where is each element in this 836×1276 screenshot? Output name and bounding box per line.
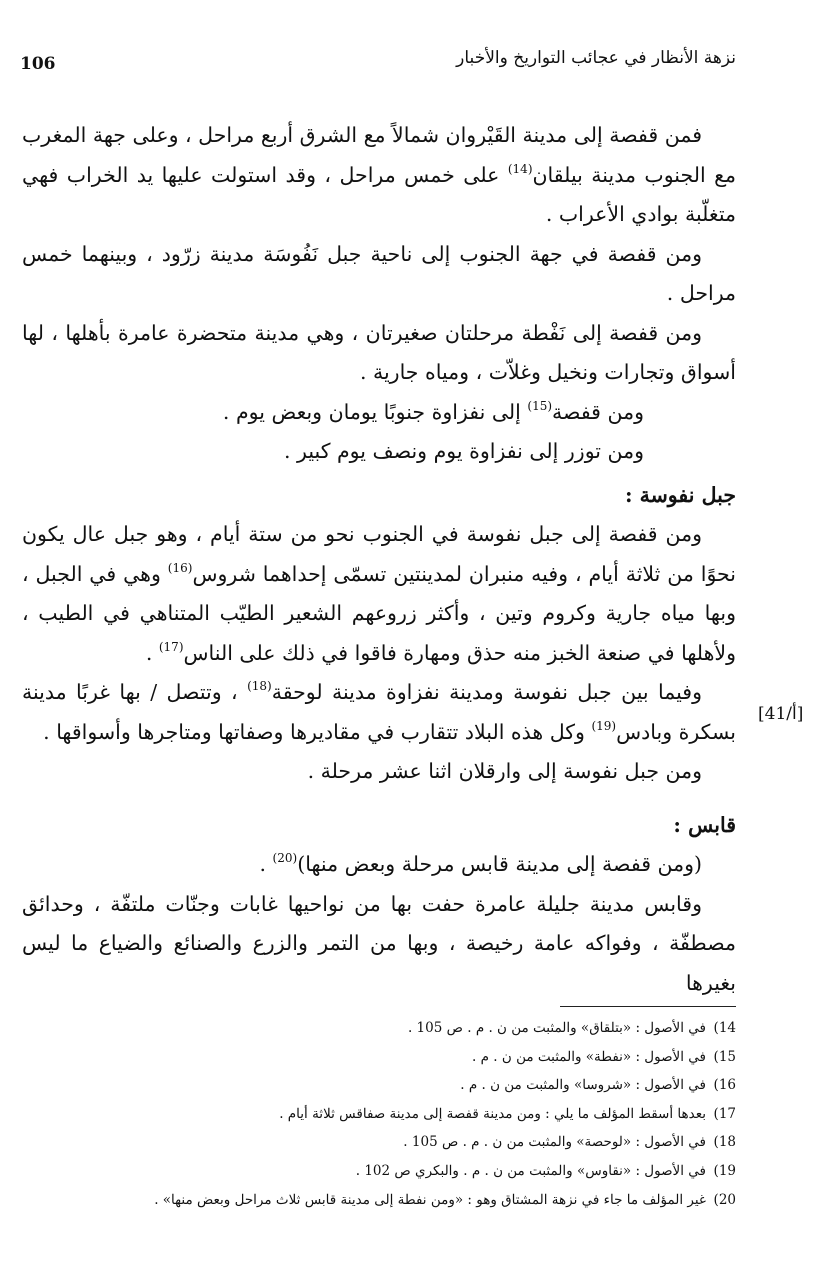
footnote: 18)في الأصول : «لوحصة» والمثبت من ن . م . ص 105 .	[403, 1134, 736, 1151]
footnote-ref: (17)	[158, 639, 184, 654]
paragraph: ومن قفصة في جهة الجنوب إلى ناحية جبل نَفُوسَة مدينة زرّود ، وبينهما خمس مراحل .	[22, 241, 736, 305]
footnote-ref: (19)	[591, 718, 617, 733]
paragraph: ومن جبل نفوسة إلى وارقلان اثنا عشر مرحلة .	[307, 759, 702, 783]
paragraph: فمن قفصة إلى مدينة القَيْروان شمالاً مع الشرق أربع مراحل ، وعلى جهة المغرب مع الجنوب مدينة بيلقان$^{(14)}$ على خمس مراحل ، وقد استولت عليها يد الخراب فهي متغلّبة بوادي الأعراب .	[22, 123, 736, 226]
footnote-ref: (14)	[507, 161, 533, 176]
footnote-divider	[560, 1006, 736, 1007]
paragraph: ومن قفصة$^{(15)}$ إلى نفزاوة جنوبًا يومان وبعض يوم .	[222, 398, 644, 424]
footnote: 17)بعدها أسقط المؤلف ما يلي : ومن مدينة قفصة إلى مدينة صفاقس ثلاثة أيام .	[279, 1105, 736, 1122]
paragraph: ومن قفصة إلى نَفْطة مرحلتان صغيرتان ، وهي مدينة متحضرة عامرة بأهلها ، لها أسواق وتجارات ونخيل وغلاّت ، ومياه جارية .	[22, 320, 736, 384]
footnote: 14)في الأصول : «بتلقاق» والمثبت من ن . م . ص 105 .	[407, 1020, 736, 1036]
page-number: 106	[20, 54, 56, 74]
manuscript-folio-marker: [أ/41]	[758, 704, 804, 724]
main-text	[22, 116, 736, 1003]
footnote-ref: (16)	[167, 560, 193, 575]
paragraph: ومن توزر إلى نفزاوة يوم ونصف يوم كبير .	[283, 439, 644, 463]
section-heading: قابس :	[673, 812, 736, 837]
paragraph: وقابس مدينة جليلة عامرة حفت بها من نواحيها غابات وجنّات ملتفّة ، وحدائق مصطفّة ، وفواكه عامة رخيصة ، وبها من التمر والزرع والصنائع والضياع ما ليس بغيرها	[22, 891, 736, 995]
paragraph: ومن قفصة إلى جبل نفوسة في الجنوب نحو من ستة أيام ، وهو جبل عال يكون نحوًا من ثلاثة أيام ، وفيه منبران لمدينتين تسمّى إحداهما شروس$^{(16)}$ وهي في الجبل ، وبها مياه جارية وكروم وتين ، وأكثر زروعهم الشعير الطيّب المتناهي في الطيب ، ولأهلها في صنعة الخبز منه حذق ومهارة فاقوا في ذلك على الناس$^{(17)}$ .	[22, 522, 736, 665]
footnote: 20)غير المؤلف ما جاء في نزهة المشتاق وهو : «ومن نفطة إلى مدينة قابس ثلاث مراحل وبعض منها» .	[154, 1191, 736, 1208]
footnote-ref: (15)	[527, 398, 553, 413]
paragraph: (ومن قفصة إلى مدينة قابس مرحلة وبعض منها)$^{(20)}$ .	[259, 851, 702, 876]
footnote: 15)في الأصول : «نفطة» والمثبت من ن . م .	[472, 1048, 736, 1065]
running-title: نزهة الأنظار في عجائب التواريخ والأخبار	[456, 48, 736, 68]
page-header	[20, 48, 736, 76]
footnotes	[22, 1014, 736, 1214]
section-heading: جبل نفوسة :	[624, 482, 736, 507]
footnote: 16)في الأصول : «شروسا» والمثبت من ن . م .	[460, 1077, 736, 1094]
footnote-ref: (20)	[272, 851, 298, 865]
footnote: 19)في الأصول : «نقاوس» والمثبت من ن . م . والبكري ص 102 .	[355, 1162, 736, 1179]
footnote-ref: (18)	[247, 679, 272, 693]
paragraph: وفيما بين جبل نفوسة ومدينة نفزاوة مدينة لوحقة$^{(18)}$ ، وتتصل / بها غربًا مدينة بسكرة وبادس$^{(19)}$ وكل هذه البلاد تتقارب في مقاديرها وصفاتها ومتاجرها وأسواقها .	[22, 679, 736, 744]
